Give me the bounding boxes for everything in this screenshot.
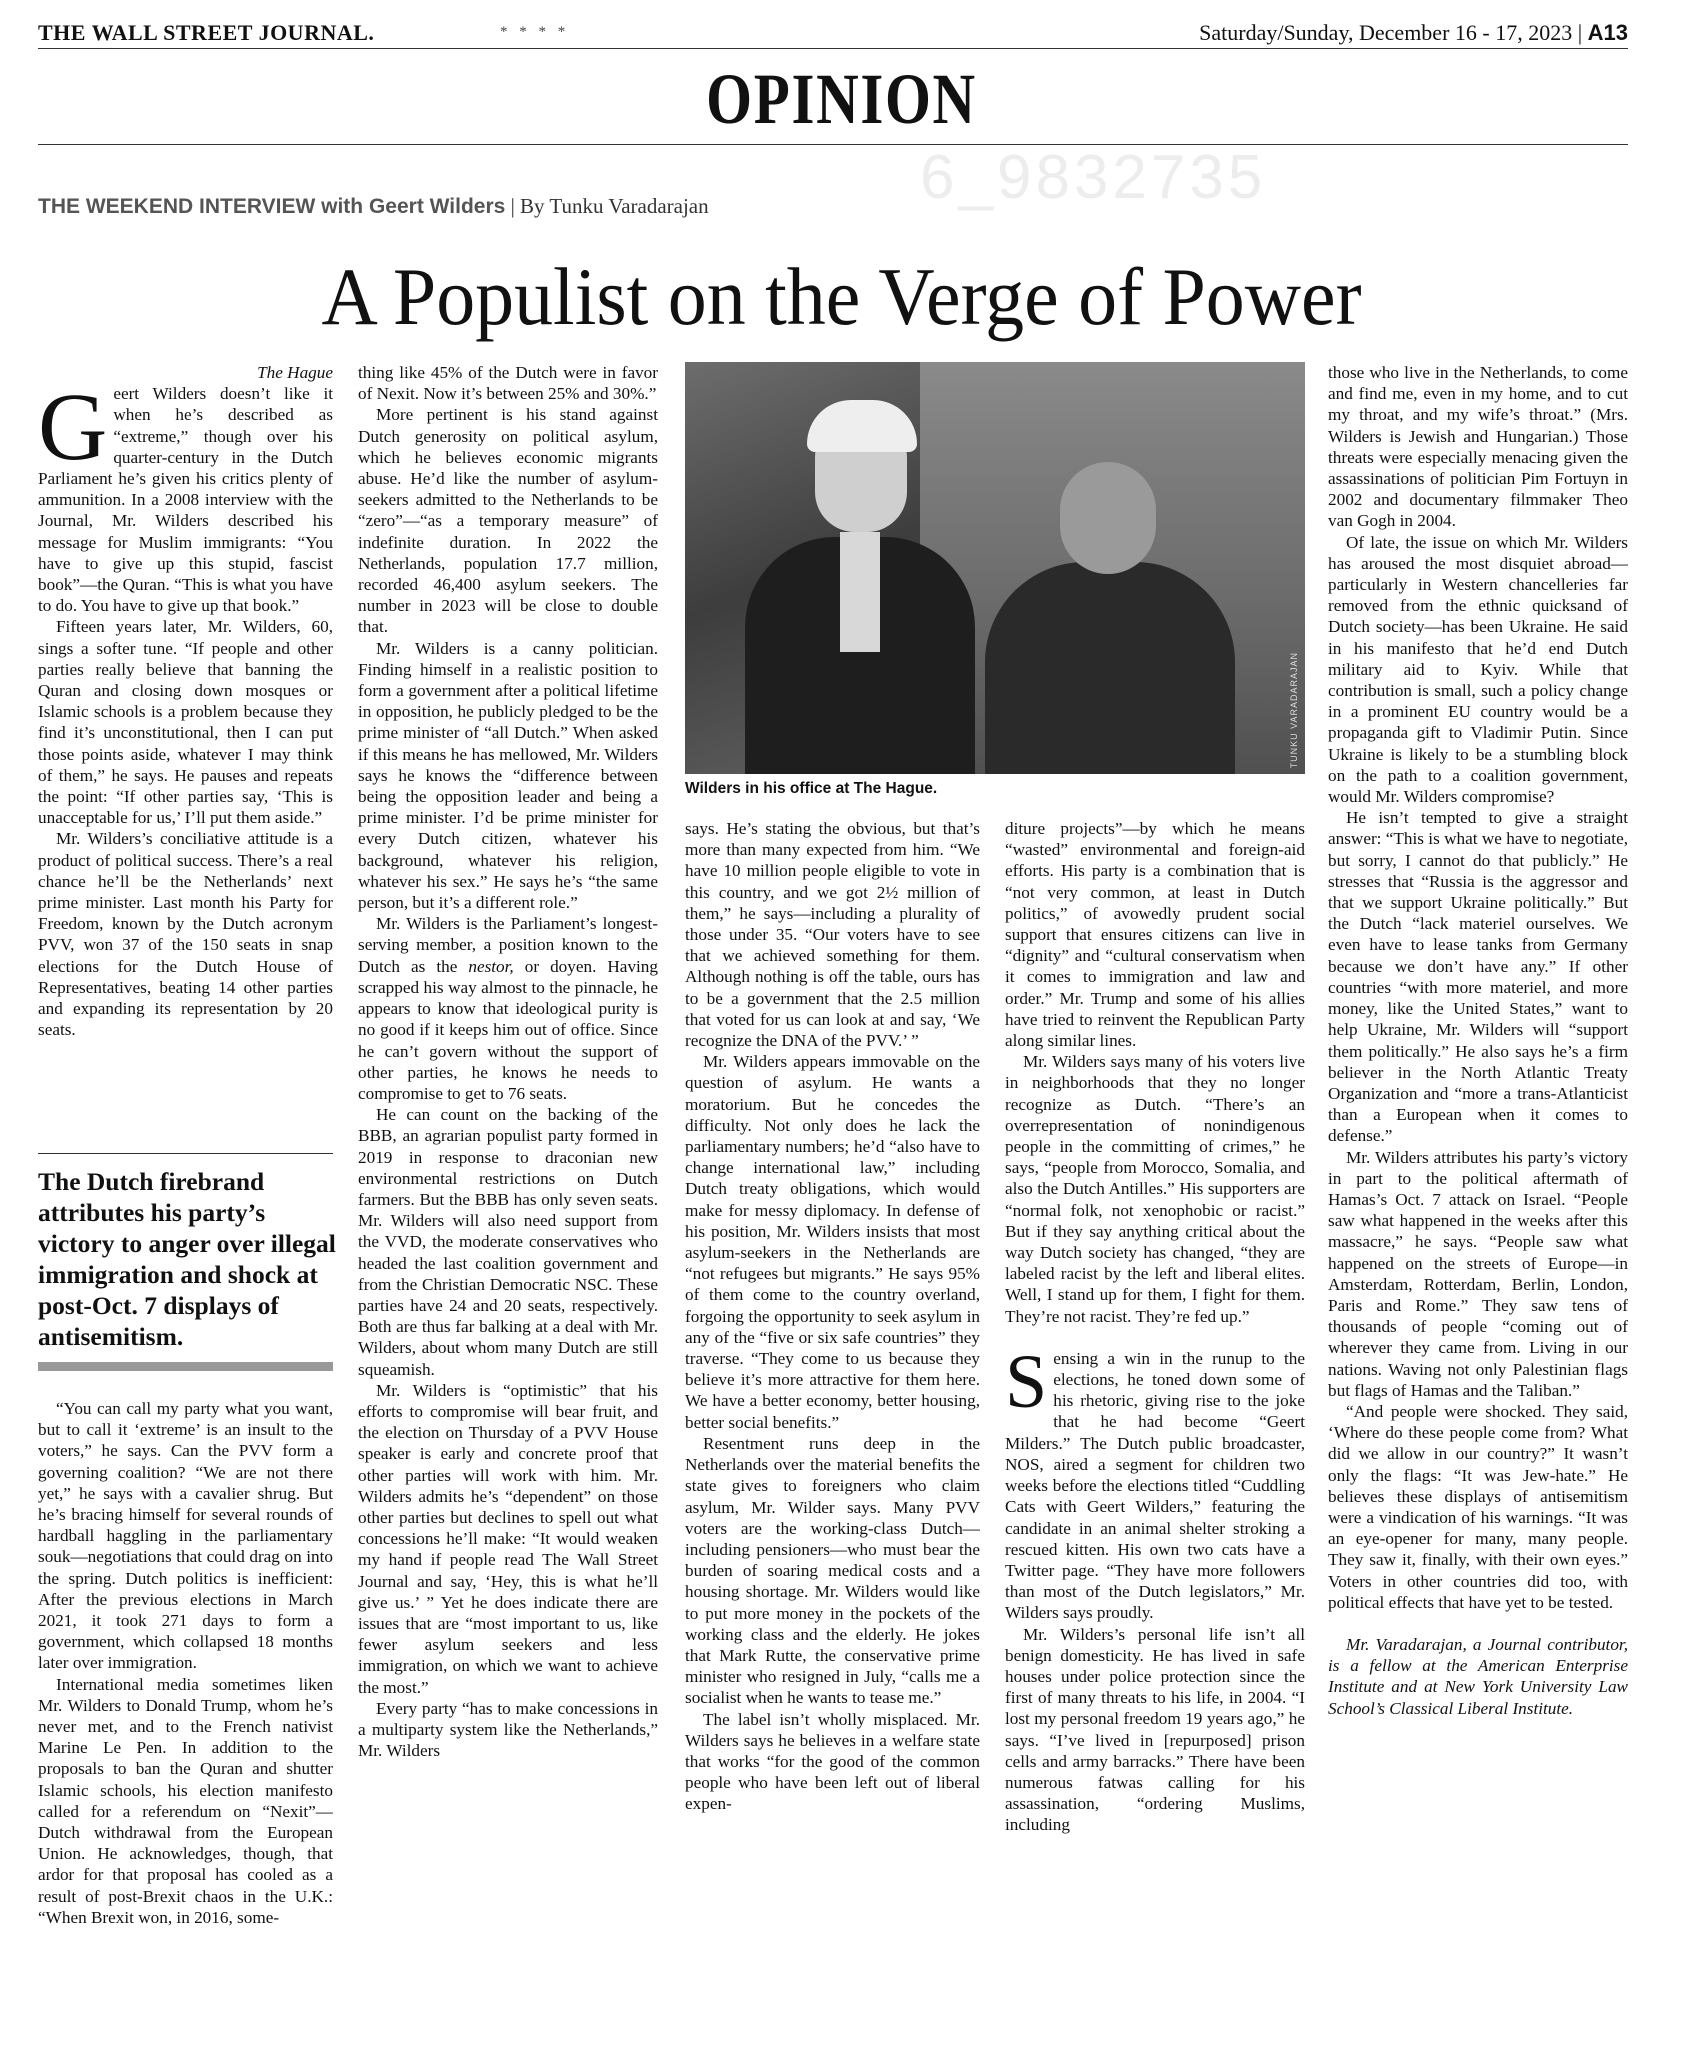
paragraph: The label isn’t wholly misplaced. Mr. Wilders says he believes in a welfare state that works “for the good of the common people who have been left out of liberal expen-	[685, 1709, 980, 1814]
paragraph-text: ensing a win in the runup to the elections, he toned down some of his rhetoric, giving rise to the joke that he had become “Geert Milders.” The Dutch public broadcaster, NOS, aired a segment for children two weeks before the elections titled “Cuddling Cats with Geert Wilders,” featuring the candidate in an animal shelter stroking a rescued kitten. His own two cats have a Twitter page. “They have more followers than most of the Dutch legislators,” Mr. Wilders says proudly.	[1005, 1348, 1305, 1623]
paragraph: He isn’t tempted to give a straight answer: “This is what we have to negotiate, but sorry, I cannot do that publicly.” He stresses that “Russia is the aggressor and that we support Ukraine politically.” But the Dutch “lack materiel ourselves. We even have to lease tanks from Germany because we don’t have any.” If other countries “with more materiel, and more money, like the United States,” want to help Ukraine, Mr. Wilders will “support them politically.” He also says he’s a firm believer in the North Atlantic Treaty Organization and “more a trans-Atlanticist than a European when it comes to defense.”	[1328, 808, 1628, 1146]
photo-caption: Wilders in his office at The Hague.	[685, 780, 938, 797]
italic-term: nestor,	[468, 956, 514, 976]
paragraph: Mr. Wilders’s conciliative attitude is a product of political success. There’s a real chance he’ll be the Netherlands’ next prime minister. Last month his Party for Freedom, known by the Dutch acronym PVV, won 37 of the 150 seats in snap elections for the Dutch House of Representatives, beating 14 other parties and expanding its representation by 20 seats.	[38, 829, 333, 1040]
paragraph	[1005, 1339, 1305, 1624]
wilders-hair	[807, 400, 917, 452]
paragraph: Mr. Wilders is a canny politician. Finding himself in a realistic position to form a government after a political lifetime in opposition, he publicly pledged to be the prime minister of “all Dutch.” When asked if this means he has mellowed, Mr. Wilders says he knows the “difference between being the opposition leader and being a prime minister. I’d be prime minister for every Dutch citizen, whatever his background, whatever his religion, whatever his sex.” He says he’s “the same person, but it’s a different role.”	[358, 638, 658, 913]
wilders-shirt	[840, 532, 880, 652]
portrait-figure-body	[985, 562, 1235, 774]
edition-stars: * * * *	[500, 24, 570, 40]
paragraph	[38, 373, 333, 616]
byline: | By Tunku Varadarajan	[505, 194, 709, 218]
drop-cap: G	[38, 373, 108, 481]
paragraph: thing like 45% of the Dutch were in favor of Nexit. Now it’s between 25% and 30%.”	[358, 363, 658, 404]
paragraph: “And people were shocked. They said, ‘Where do these people come from? What did we allow in our country?” It wasn’t only the flags: “It was Jew-hate.” He believes these displays of antisemitism were a vindication of his warnings. “It was an eye-opener for many, many people. They saw it, finally, with their own eyes.” Voters in other countries did too, with political effects that have yet to be tested.	[1328, 1401, 1628, 1612]
section-title: OPINION	[706, 59, 977, 139]
paragraph: Mr. Wilders’s personal life isn’t all benign domesticity. He has lived in safe houses under police protection since the first of many threats to his life, in 2004. “I lost my personal freedom 19 years ago,” he says. “I’ve lived in [repurposed] prison cells and army barracks.” There have been numerous fatwas calling for his assassination, “ordering Muslims, including	[1005, 1624, 1305, 1835]
article-column-2	[358, 362, 658, 2034]
paragraph: those who live in the Netherlands, to come and find me, even in my home, and to cut my throat, and my wife’s throat.” (Mrs. Wilders is Jewish and Hungarian.) Those threats were especially menacing given the assassinations of politician Pim Fortuyn in 2002 and documentary filmmaker Theo van Gogh in 2004.	[1328, 363, 1628, 531]
top-rule	[38, 48, 1628, 49]
paragraph: Mr. Wilders says many of his voters live in neighborhoods that they no longer recognize as Dutch. “There’s an overrepresentation of nonindigenous people in the committing of crimes,” he says, “people from Morocco, Somalia, and also the Dutch Antilles.” His supporters are “normal folk, not xenophobic or racist.” But if they say anything critical about the way Dutch society has changed, “they are labeled racist by the left and liberal elites. Well, I stand up for them, I fight for them. They’re not racist. They’re fed up.”	[1005, 1052, 1305, 1326]
paragraph: International media sometimes liken Mr. Wilders to Donald Trump, whom he’s never met, and to the French nativist Marine Le Pen. In addition to the proposals to ban the Quran and shutter Islamic schools, his election manifesto called for a referendum on “Nexit”—Dutch withdrawal from the European Union. He acknowledges, though, that ardor for that proposal has cooled as a result of post-Brexit chaos in the U.K.: “When Brexit won, in 2016, some-	[38, 1674, 333, 1927]
article-column-1-top	[38, 362, 333, 1132]
masthead-paper-name: THE WALL STREET JOURNAL.	[38, 20, 375, 45]
kicker-series: THE WEEKEND INTERVIEW with Geert Wilders	[38, 195, 506, 218]
dateline: The Hague	[257, 363, 333, 382]
paragraph: Of late, the issue on which Mr. Wilders has aroused the most disquiet abroad—particularly in Western chancelleries far removed from the ethnic quicksand of Dutch society—has been Ukraine. He said in his manifesto that he’d end Dutch military aid to Kyiv. While that contribution is small, such a policy change in a prominent EU country would be a propaganda gift to Vladimir Putin. Since Ukraine is likely to be a stumbling block on the path to a coalition government, would Mr. Wilders compromise?	[1328, 532, 1628, 807]
paragraph: More pertinent is his stand against Dutch generosity on political asylum, which he believes economic migrants abuse. He’d like the number of asylum-seekers admitted to the Netherlands to be “zero”—“as a temporary measure” of indefinite duration. In 2022 the Netherlands, population 17.7 million, recorded 46,400 asylum seekers. The number in 2023 will be close to double that.	[358, 405, 658, 637]
paragraph: Resentment runs deep in the Netherlands over the material benefits the state gives to foreigners who claim asylum, Mr. Wilder says. Many PVV voters are the working-class Dutch—including pensioners—who must bear the burden of soaring medical costs and a housing shortage. Mr. Wilders would like to put more money in the pockets of the working class and the elderly. He jokes that Mark Rutte, the conservative prime minister who resigned in July, “calls me a socialist when he wants to tease me.”	[685, 1433, 980, 1708]
issue-date: Saturday/Sunday, December 16 - 17, 2023	[1199, 20, 1573, 45]
paragraph	[358, 913, 658, 1104]
watermark: 6_9832735	[920, 143, 1267, 212]
photo-of-wilders-and-portrait	[685, 362, 1305, 774]
paragraph: Mr. Wilders appears immovable on the question of asylum. He wants a moratorium. But he concedes the difficulty. Not only does he lack the parliamentary numbers; he’d “also have to change international law,” including Dutch treaty obligations, which would make for messy diplomacy. In defense of his position, Mr. Wilders insists that most asylum-seekers in the Netherlands are “not refugees but migrants.” He says 95% of them come to the country overland, forgoing the opportunity to seek asylum in any of the “five or six safe countries” they traverse. “They come to us because they believe it’s more attractive for them here. We have a better economy, better housing, better social benefits.”	[685, 1052, 980, 1432]
paragraph: Mr. Wilders attributes his party’s victory in part to the political aftermath of Hamas’s Oct. 7 attack on Israel. “People saw what happened in the weeks after this massacre,” he says. “People saw what happened on the streets of Europe—in Amsterdam, Rotterdam, Berlin, London, Paris and Rome.” They saw tens of thousands of people “coming out of wherever they came from. Living in our nations. Waving not only Palestinian flags but flags of Hamas and the Taliban.”	[1328, 1147, 1628, 1400]
paragraph: Mr. Wilders is “optimistic” that his efforts to compromise will bear fruit, and the election on Thursday of a PVV House speaker is early and concrete proof that other parties will work with him. Mr. Wilders admits he’s “dependent” on those other parties but declines to spell out what concessions he’ll make: “It would weaken my hand if people read The Wall Street Journal and say, ‘Hey, this is what he’ll give us.’ ” Yet he does indicate there are issues that are “most important to us, like fewer asylum seekers and less immigration, on which we want to achieve the most.”	[358, 1380, 658, 1697]
headline: A Populist on the Verge of Power	[321, 251, 1362, 342]
paragraph: diture projects”—by which he means “wasted” environmental and foreign-aid efforts. His party is a combination that is “not very common, at least in Dutch politics,” of avowedly prudent social support that ensures citizens can live in “dignity” and “cultural conservatism when it comes to immigration and law and order.” Mr. Trump and some of his allies have tried to reinvent the Republican Party along similar lines.	[1005, 819, 1305, 1051]
section-rule	[38, 144, 1628, 145]
article-column-1-bottom	[38, 1398, 333, 2034]
paragraph: “You can call my party what you want, but to call it ‘extreme’ is an insult to the voters,” he says. Can the PVV form a governing coalition? “We are not there yet,” he says with a cavalier shrug. But he’s bracing himself for several rounds of hardball haggling in the parliamentary souk—negotiations that could drag on into the spring. Dutch politics is inefficient: After the previous elections in March 2021, it took 271 days to form a government, which collapsed 18 months later over immigration.	[38, 1399, 333, 1673]
masthead-date-page	[1199, 20, 1628, 46]
page-number: A13	[1587, 20, 1628, 45]
paragraph: says. He’s stating the obvious, but that’s more than many expected from him. “We have 10 million people eligible to vote in this country, and we got 2½ million of them,” he says—including a plurality of those under 35. “Our voters have to see that we achieved something for them. Although nothing is off the table, ours has to be a government that the 2.5 million that voted for us can look at and say, ‘We recognize the DNA of the PVV.’ ”	[685, 819, 980, 1051]
pullquote-rule-bottom	[38, 1362, 333, 1371]
portrait-figure-head	[1060, 462, 1156, 574]
paragraph-text: eert Wilders doesn’t like it when he’s described as “extreme,” though over his quarter-century in the Dutch Parliament he’s given his critics plenty of ammunition. In a 2008 interview with the Journal, Mr. Wilders described his message for Muslim immigrants: “You have to give up this stupid, fascist book”—the Quran. “This is what you have to do. You have to give up that book.”	[38, 384, 333, 616]
photo-credit: TUNKU VARADARAJAN	[1289, 652, 1299, 769]
date-separator: |	[1572, 20, 1588, 45]
drop-cap: S	[1005, 1339, 1048, 1424]
paragraph-text: Mr. Wilders is the Parliament’s longest-serving member, a position known to the Dutch as the	[358, 914, 658, 976]
kicker	[38, 194, 709, 219]
pullquote: The Dutch firebrand attributes his party’s victory to anger over illegal immigration and shock at post-Oct. 7 displays of antisemitism.	[38, 1167, 336, 1351]
paragraph: Every party “has to make concessions in a multiparty system like the Netherlands,” Mr. Wilders	[358, 1698, 658, 1761]
article-column-3	[685, 818, 980, 2034]
article-column-5	[1328, 362, 1628, 2034]
pullquote-rule-top	[38, 1153, 333, 1154]
author-bio: Mr. Varadarajan, a Journal contributor, is a fellow at the American Enterprise Institute and at New York University Law School’s Classical Liberal Institute.	[1328, 1634, 1628, 1718]
paragraph-text: or doyen. Having scrapped his way almost to the pinnacle, he appears to know that ideological purity is no good if it keeps him out of office. Since he can’t govern without the support of other parties, he knows he needs to compromise to get to 76 seats.	[358, 956, 658, 1103]
article-column-4	[1005, 818, 1305, 2034]
paragraph: He can count on the backing of the BBB, an agrarian populist party formed in 2019 in response to draconian new environmental restrictions on Dutch farmers. But the BBB has only seven seats. Mr. Wilders will also need support from the VVD, the moderate conservatives who headed the last coalition government and from the Christian Democratic NSC. These parties have 24 and 20 seats, respectively. Both are thus far balking at a deal with Mr. Wilders, about whom many Dutch are still squeamish.	[358, 1105, 658, 1379]
paragraph: Fifteen years later, Mr. Wilders, 60, sings a softer tune. “If people and other parties really believe that banning the Quran and closing down mosques or Islamic schools is a problem because they find it’s unconstitutional, then I can put those points aside, whatever I may think of them,” he says. He pauses and repeats the point: “If other parties say, ‘This is unacceptable for us,’ I’ll put them aside.”	[38, 617, 333, 828]
